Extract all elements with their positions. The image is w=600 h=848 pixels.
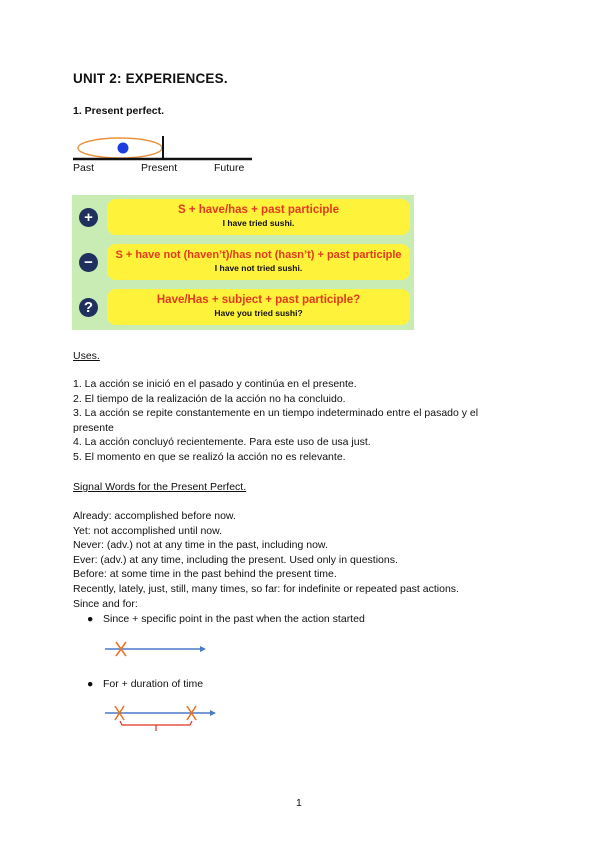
structures-chart <box>72 195 414 330</box>
uses-item: 4. La acción concluyó recientemente. Para este uso de usa just. <box>73 436 371 449</box>
signal-item: Before: at some time in the past behind the present time. <box>73 568 337 581</box>
uses-item: 5. El momento en que se realizó la acción no es relevante. <box>73 450 346 463</box>
timeline-graphic <box>70 133 260 163</box>
timeline-diagram <box>70 133 260 178</box>
affirmative-row <box>72 199 414 235</box>
signal-words-heading: Signal Words for the Present Perfect. <box>73 481 247 493</box>
for-duration-bracket <box>120 721 192 725</box>
label-future: Future <box>214 162 245 174</box>
uses-item: presente <box>73 421 114 434</box>
for-bullet: For + duration of time <box>103 678 204 690</box>
since-bullet: Since + specific point in the past when the action started <box>103 613 365 625</box>
signal-item: Never: (adv.) not at any time in the past, including now. <box>73 539 328 552</box>
uses-item: 1. La acción se inició en el pasado y continúa en el presente. <box>73 378 357 390</box>
bullet-dot: ● <box>87 613 94 625</box>
negative-box <box>107 244 410 280</box>
signal-item: Yet: not accomplished until now. <box>73 524 223 537</box>
plus-icon: + <box>79 208 98 227</box>
affirmative-example: I have tried sushi. <box>222 218 295 228</box>
bullet-dot: ● <box>87 678 94 690</box>
uses-item: 2. El tiempo de la realización de la acción no ha concluido. <box>73 392 346 405</box>
label-present: Present <box>141 162 178 174</box>
uses-item: 3. La acción se repite constantemente en un tiempo indeterminado entre el pasado y el <box>73 407 479 420</box>
question-icon: ? <box>79 298 98 317</box>
negative-example: I have not tried sushi. <box>214 263 303 273</box>
signal-words-list <box>73 509 459 611</box>
negative-formula: S + have not (haven’t)/has not (hasn’t) + past participle <box>115 249 402 261</box>
uses-list <box>73 377 478 465</box>
negative-row <box>72 244 414 280</box>
since-diagram <box>100 638 215 660</box>
timeline-dot <box>118 143 129 154</box>
page-title: UNIT 2: EXPERIENCES. <box>73 71 228 86</box>
since-arrowhead <box>200 646 206 652</box>
affirmative-box <box>107 199 410 235</box>
section-title: 1. Present perfect. <box>73 105 165 117</box>
for-arrowhead <box>210 710 216 716</box>
signal-item: Already: accomplished before now. <box>73 510 236 522</box>
question-row <box>72 289 414 325</box>
question-example: Have you tried sushi? <box>214 308 303 318</box>
affirmative-formula: S + have/has + past participle <box>177 204 340 216</box>
for-diagram <box>100 702 225 736</box>
question-box <box>107 289 410 325</box>
signal-item: Since and for: <box>73 597 138 610</box>
label-past: Past <box>73 162 95 174</box>
uses-heading: Uses. <box>73 350 100 362</box>
page-number: 1 <box>296 797 302 809</box>
signal-item: Ever: (adv.) at any time, including the present. Used only in questions. <box>73 553 398 566</box>
signal-item: Recently, lately, just, still, many times, so far: for indefinite or repeated past actions. <box>73 582 459 595</box>
question-formula: Have/Has + subject + past participle? <box>156 294 361 306</box>
minus-icon: − <box>79 253 98 272</box>
